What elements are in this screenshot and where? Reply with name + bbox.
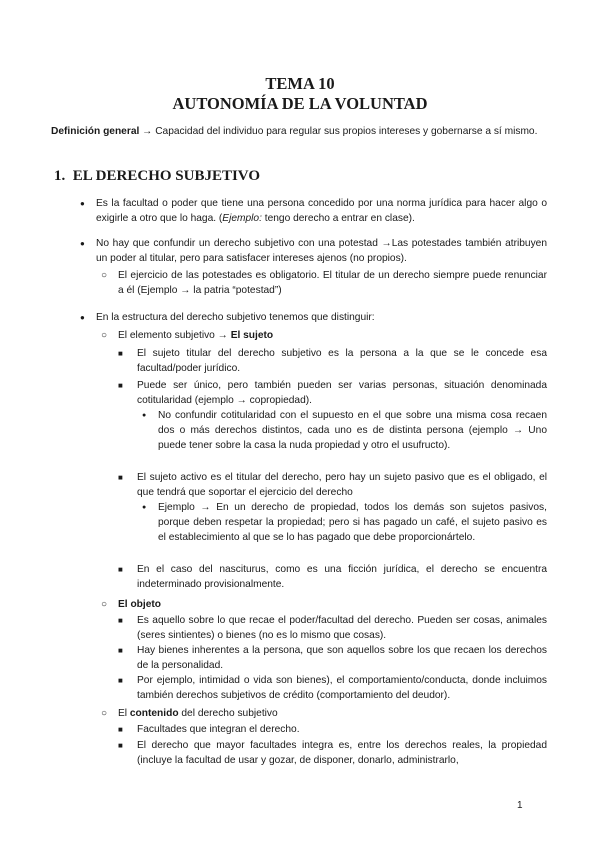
list-item: Por ejemplo, intimidad o vida son bienes), el comportamiento/conducta, donde incluimos también derechos subjetivos de crédito (comportamiento del deudor). [137, 675, 547, 701]
section-heading [54, 167, 260, 185]
list-item: En el caso del nasciturus, como es una ficción jurídica, el derecho se encuentra indeterminado provisionalmente. [137, 564, 547, 590]
example-label: Ejemplo: [222, 213, 262, 224]
circle-bullet-icon: ○ [101, 599, 108, 610]
note-cotitularidad: No confundir cotitularidad con el supuesto en el que sobre una misma cosa recaen dos o más derechos distintos, cada uno es de distinta persona (ejemplo → Uno puede tener sobre la casa la nuda propiedad y otro el usufructo). [158, 410, 547, 451]
list-item: El sujeto activo es el titular del derecho, pero hay un sujeto pasivo que es el obligado, el que tendrá que soportar el ejercicio del derecho [137, 472, 547, 498]
title-line-2: AUTONOMÍA DE LA VOLUNTAD [172, 94, 428, 113]
bullet-icon: ● [80, 199, 85, 208]
list-item: Es aquello sobre lo que recae el poder/facultad del derecho. Pueden ser cosas, animales (seres sintientes) o bienes (no es lo mismo que cosas). [137, 615, 547, 641]
list-item: Hay bienes inherentes a la persona, que son aquellos sobre los que recaen los derechos de la personalidad. [137, 645, 547, 671]
sub-heading-text: El elemento subjetivo → [118, 330, 231, 341]
bullet-icon: ● [80, 313, 85, 322]
bullet-icon: ● [142, 504, 147, 511]
section-number: 1. [54, 168, 66, 184]
sub-heading-bold: contenido [129, 708, 179, 719]
sub-heading-bold: El objeto [118, 599, 162, 610]
circle-bullet-icon: ○ [101, 708, 108, 719]
square-bullet-icon: ■ [118, 565, 123, 574]
square-bullet-icon: ■ [118, 741, 123, 750]
sub-heading-sujeto [118, 328, 547, 343]
square-bullet-icon: ■ [118, 616, 123, 625]
bullet-text-end: tengo derecho a entrar en clase). [261, 213, 415, 224]
title-line-1: TEMA 10 [265, 74, 335, 93]
bullet-text: Es la facultad o poder que tiene una persona concedido por una norma jurídica para hacer algo o exigirle a otro que lo haga. ( [96, 198, 547, 224]
sub-heading-text-end: del derecho subjetivo [178, 708, 278, 719]
sub-heading-text: El [118, 708, 130, 719]
section-title: EL DERECHO SUBJETIVO [72, 168, 261, 184]
sub-heading-bold: El sujeto [230, 330, 274, 341]
page-number: 1 [517, 800, 523, 811]
square-bullet-icon: ■ [118, 725, 123, 734]
list-item: Facultades que integran el derecho. [137, 724, 300, 735]
sub-heading-objeto [118, 597, 547, 612]
definition-text: Capacidad del individuo para regular sus propios intereses y gobernarse a sí mismo. [155, 126, 538, 137]
note-sujeto-pasivo: Ejemplo → En un derecho de propiedad, todos los demás son sujetos pasivos, porque deben respetar la propiedad; pero si has pagado un café, el sujeto pasivo es el establecimiento al que se lo has pagado que debe proporcionártelo. [158, 502, 547, 543]
list-item: El sujeto titular del derecho subjetivo es la persona a la que se le concede esa facultad/poder jurídico. [137, 348, 547, 374]
page-title [0, 74, 600, 114]
list-item: Puede ser único, pero también pueden ser varias personas, situación denominada cotitularidad (ejemplo → copropiedad). [137, 380, 547, 406]
square-bullet-icon: ■ [118, 349, 123, 358]
bullet-estructura: En la estructura del derecho subjetivo tenemos que distinguir: [96, 312, 375, 323]
list-item: El derecho que mayor facultades integra es, entre los derechos reales, la propiedad (incluye la facultad de usar y gozar, de disponer, donarlo, administrarlo, [137, 740, 547, 766]
square-bullet-icon: ■ [118, 676, 123, 685]
circle-bullet-icon: ○ [101, 330, 108, 341]
bullet-potestad: No hay que confundir un derecho subjetivo con una potestad →Las potestades también atribuyen un poder al titular, pero para satisfacer intereses ajenos (no propios). [96, 238, 547, 264]
bullet-icon: ● [80, 239, 85, 248]
bullet-definition-facultad [96, 196, 547, 226]
definition-label: Definición general [51, 126, 140, 137]
arrow-icon: → [142, 126, 153, 137]
sub-heading-contenido [118, 706, 547, 721]
bullet-icon: ● [142, 412, 147, 419]
definition-paragraph [51, 124, 548, 139]
square-bullet-icon: ■ [118, 473, 123, 482]
square-bullet-icon: ■ [118, 381, 123, 390]
square-bullet-icon: ■ [118, 646, 123, 655]
circle-bullet-icon: ○ [101, 270, 108, 281]
sub-bullet-potestad-obligatoria: El ejercicio de las potestades es obligatorio. El titular de un derecho siempre puede renunciar a él (Ejemplo → la patria “potestad”) [118, 270, 547, 296]
